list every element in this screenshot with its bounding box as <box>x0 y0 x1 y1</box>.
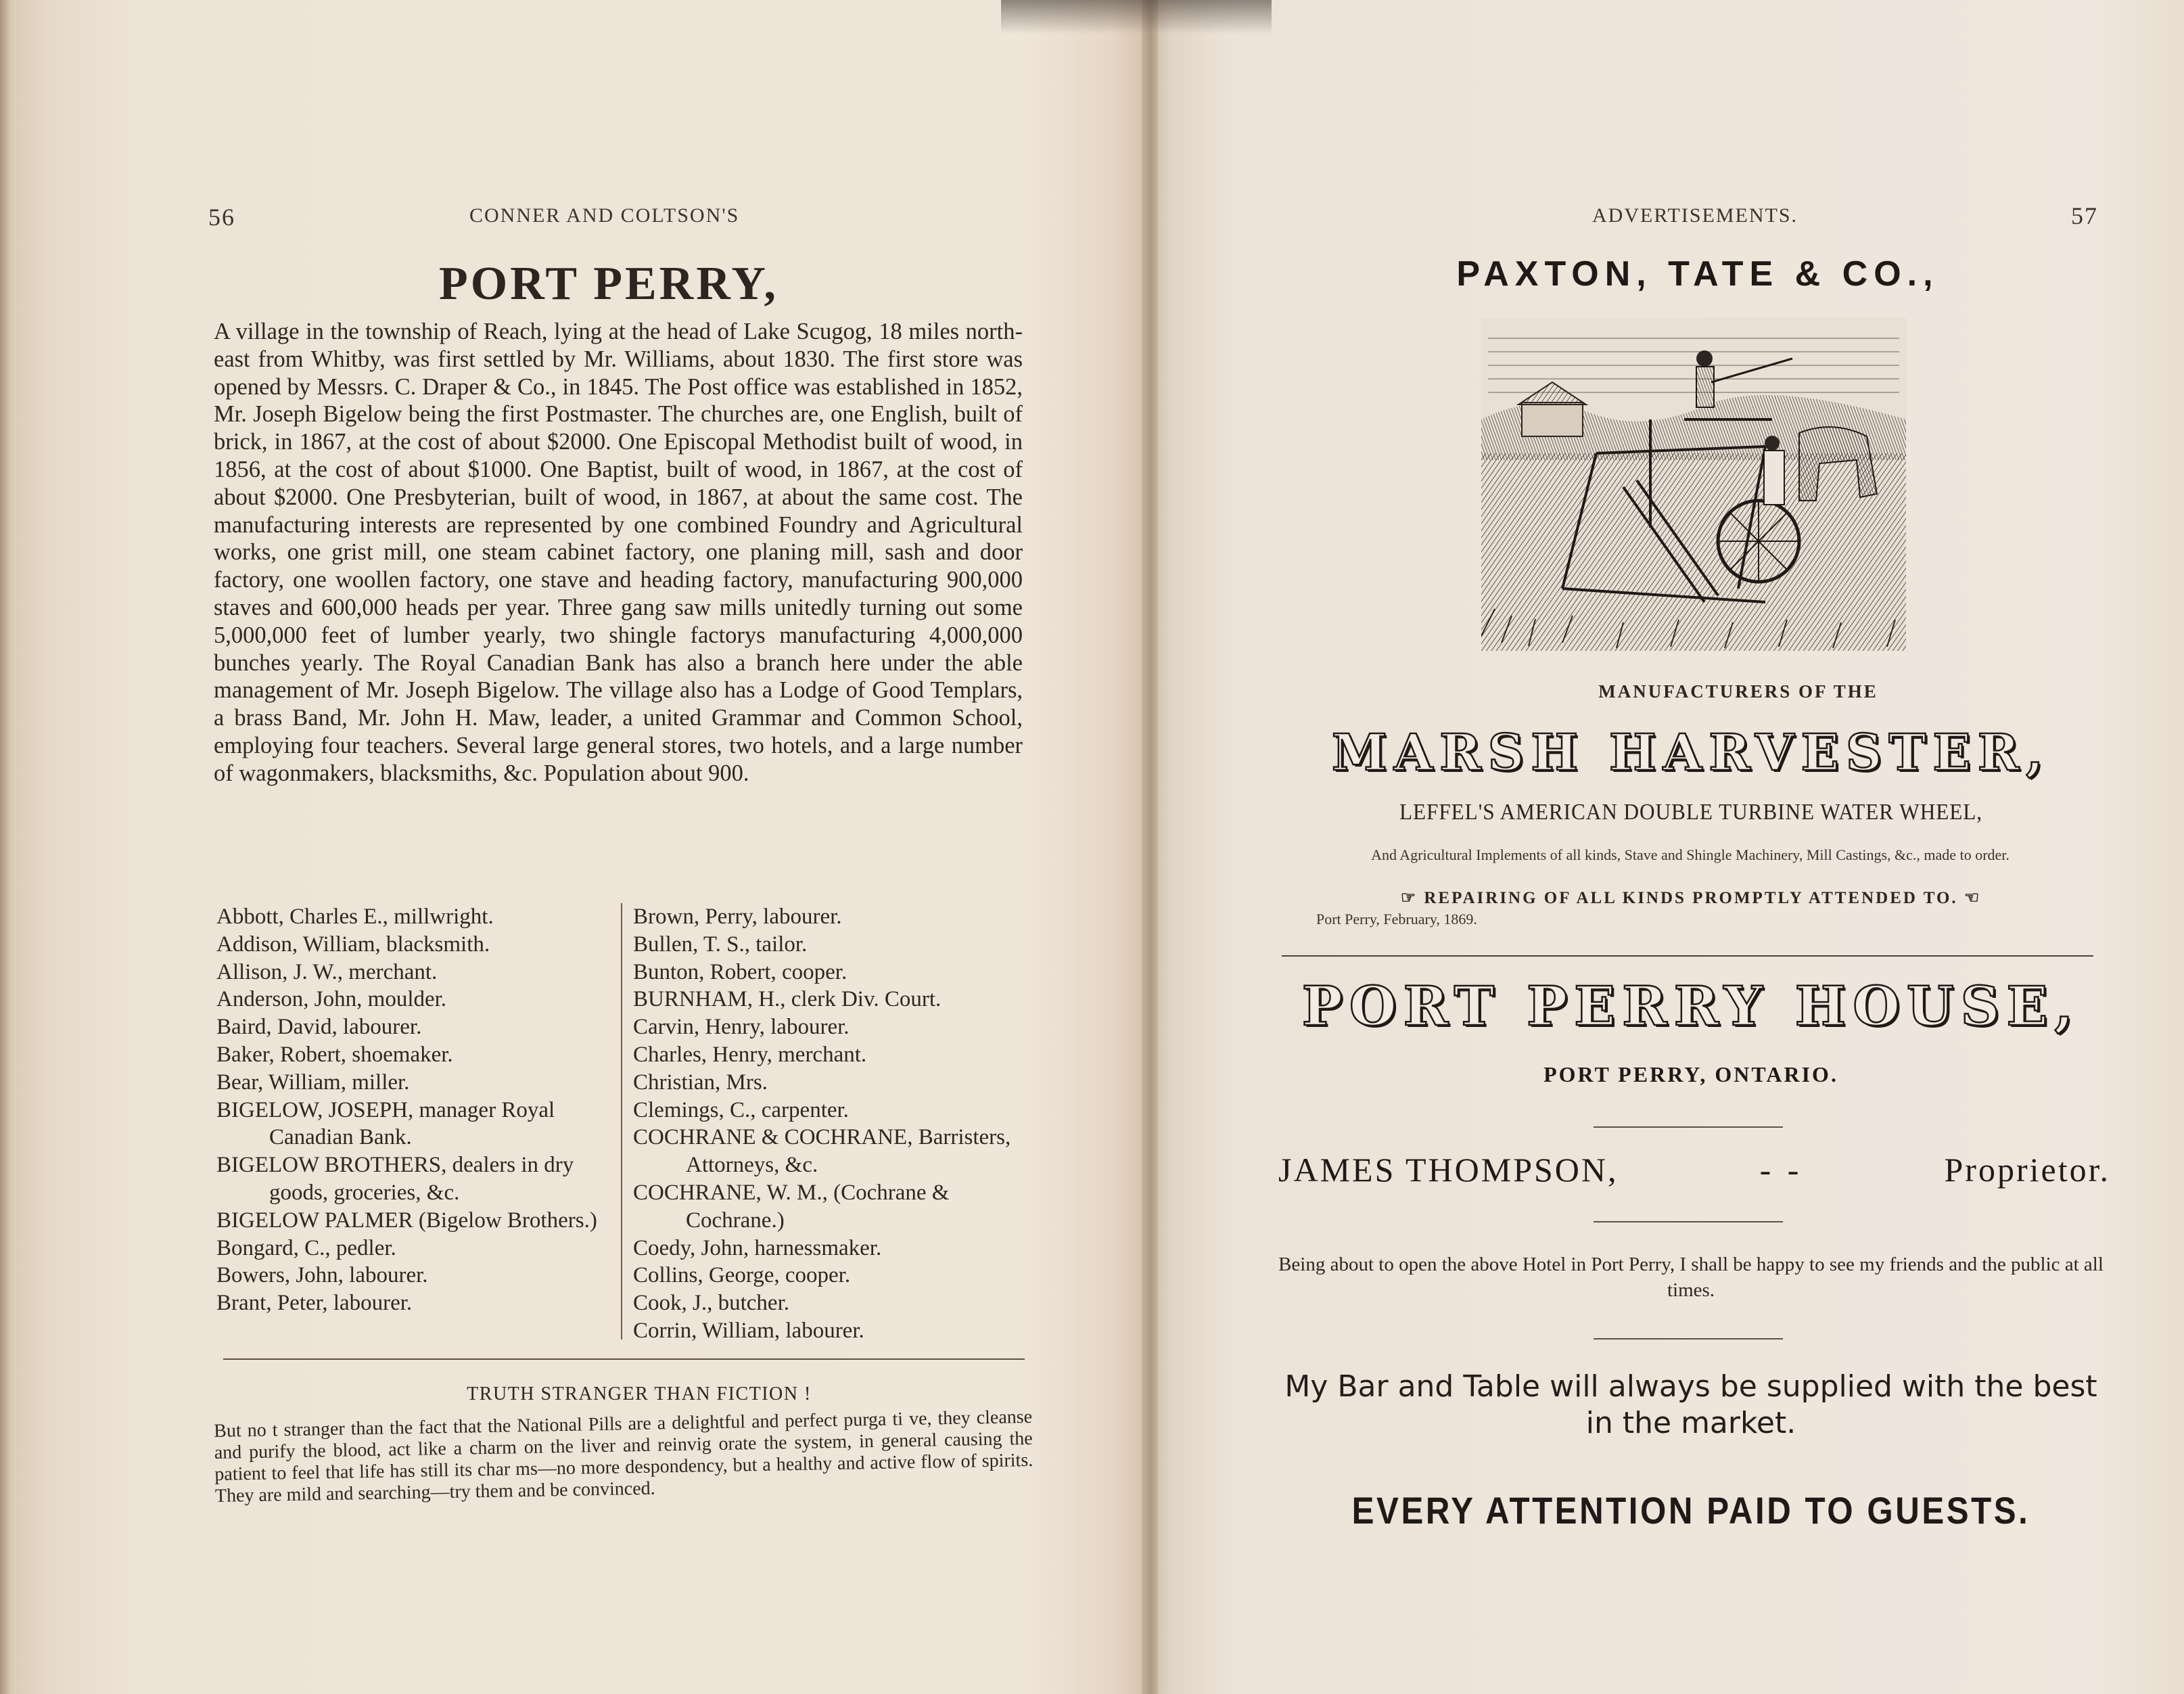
water-wheel-line: LEFFEL'S AMERICAN DOUBLE TURBINE WATER WHEEL, <box>1399 800 1983 825</box>
column-divider <box>621 903 622 1340</box>
marsh-harvester-heading: MARSH HARVESTER, <box>1331 724 2051 782</box>
proprietor-role: Proprietor. <box>1944 1151 2110 1189</box>
directory-entry: Allison, J. W., merchant. <box>216 959 438 984</box>
directory-entry: Baird, David, labourer. <box>216 1015 422 1040</box>
directory-column-2 <box>633 903 1032 1345</box>
directory-entry: BIGELOW, JOSEPH, manager Royal Canadian Bank. <box>216 1097 555 1150</box>
page-title: PORT PERRY, <box>439 258 779 310</box>
directory-entry: Brant, Peter, labourer. <box>216 1291 413 1316</box>
directory-entry: Cook, J., butcher. <box>633 1291 789 1316</box>
directory-entry: Addison, William, blacksmith. <box>216 932 490 957</box>
binding-shadow <box>1001 0 1272 34</box>
proprietor-line <box>1278 1150 2110 1189</box>
implements-line: And Agricultural Implements of all kinds, Stave and Shingle Machinery, Mill Castings, &c., made to order. <box>1371 846 2009 863</box>
repairing-notice: ☞ REPAIRING OF ALL KINDS PROMPTLY ATTENDED TO. ☜ <box>1400 889 1982 907</box>
directory-entry: BIGELOW PALMER (Bigelow Brothers.) <box>216 1208 597 1233</box>
company-name: PAXTON, TATE & CO., <box>1456 254 1939 294</box>
running-head-right: ADVERTISEMENTS. <box>1592 204 1798 227</box>
directory-entry: COCHRANE, W. M., (Cochrane & Cochrane.) <box>633 1180 950 1233</box>
ad-divider <box>1282 955 2093 957</box>
ad-heading: TRUTH STRANGER THAN FICTION ! <box>467 1383 812 1404</box>
hotel-location: PORT PERRY, ONTARIO. <box>1543 1062 1838 1086</box>
short-rule <box>1594 1338 1783 1340</box>
hotel-name: PORT PERRY HOUSE, <box>1301 974 2081 1038</box>
bar-and-table-note: My Bar and Table will always be supplied with the best in the market. <box>1284 1369 2097 1440</box>
directory-entry: Bowers, John, labourer. <box>216 1263 428 1288</box>
directory-entry: Anderson, John, moulder. <box>216 987 447 1012</box>
directory-entry: Bongard, C., pedler. <box>216 1235 396 1260</box>
page-number-right: 57 <box>2071 202 2098 229</box>
page-edge <box>0 0 9 1694</box>
directory-entry: Carvin, Henry, labourer. <box>633 1015 850 1040</box>
directory-entry: Clemings, C., carpenter. <box>633 1097 849 1122</box>
proprietor-name: JAMES THOMPSON, <box>1278 1151 1619 1189</box>
ad-dateline: Port Perry, February, 1869. <box>1316 911 1477 928</box>
directory-entry: BIGELOW BROTHERS, dealers in dry goods, groceries, &c. <box>216 1153 574 1205</box>
directory-entry: Christian, Mrs. <box>633 1070 768 1095</box>
directory-entry: Coedy, John, harnessmaker. <box>633 1235 882 1260</box>
directory-entry: Collins, George, cooper. <box>633 1263 851 1288</box>
harvester-engraving <box>1481 318 1906 651</box>
directory-entry: Baker, Robert, shoemaker. <box>216 1042 453 1067</box>
directory-entry: Charles, Henry, merchant. <box>633 1042 867 1067</box>
village-description: A village in the township of Reach, lying at the head of Lake Scugog, 18 miles north-east from Whitby, was first settled by Mr. Williams, about 1830. The first store was opened by Messrs. C. Draper & Co., in 1845. The Post office was established in 1852, Mr. Joseph Bigelow being the first Postmaster. The churches are, one English, built of brick, in 1867, at the cost of about $2000. One Episcopal Methodist built of wood, in 1856, at the cost of about $1000. One Baptist, built of wood, in 1867, at the cost of about $2000. One Presbyterian, built of wood, in 1867, at about the same cost. The manufacturing interests are represented by one combined Foundry and Agricultural works, one grist mill, one steam cabinet factory, one planing mill, sash and door factory, one woollen factory, one stave and heading factory, manufacturing 900,000 staves and 600,000 heads per year. Three gang saw mills unitedly turning out some 5,000,000 feet of lumber yearly, two shingle factorys manufacturing 4,000,000 bunches yearly. The Royal Canadian Bank has also a branch here under the able management of Mr. Joseph Bigelow. The village also has a Lodge of Good Templars, a brass Band, Mr. John H. Maw, leader, a united Grammar and Common School, employing four teachers. Several large general stores, two hotels, and a large number of wagonmakers, blacksmiths, &c. Population about 900. <box>214 319 1023 786</box>
page-number-left: 56 <box>208 204 235 231</box>
hotel-announcement: Being about to open the above Hotel in Port Perry, I shall be happy to see my friends and the public at all times. <box>1278 1254 2104 1301</box>
directory-entry: Bullen, T. S., tailor. <box>633 932 808 957</box>
book-gutter <box>1142 0 1158 1694</box>
directory-entry: Abbott, Charles E., millwright. <box>216 905 494 929</box>
ad-body: But no t stranger than the fact that the National Pills are a delightful and perfect purga ti ve, they cleanse and purify the blood, act like a charm on the liver and reinvig orate the system, in general causing the patient to feel that life has still its char ms—no more despondency, but a healthy and active flow of spirits. They are mild and searching—try them and be convinced. <box>214 1406 1033 1507</box>
section-rule <box>223 1358 1025 1360</box>
directory-entry: BURNHAM, H., clerk Div. Court. <box>633 987 942 1012</box>
short-rule <box>1594 1126 1783 1128</box>
directory-entry: COCHRANE & COCHRANE, Barristers, Attorneys, &c. <box>633 1125 1011 1178</box>
directory-column-1 <box>216 903 615 1317</box>
directory-entry: Bear, William, miller. <box>216 1070 410 1095</box>
directory-entry: Bunton, Robert, cooper. <box>633 959 847 984</box>
attention-to-guests: EVERY ATTENTION PAID TO GUESTS. <box>1351 1489 2030 1532</box>
running-head-left: CONNER AND COLTSON'S <box>469 204 740 227</box>
manufacturers-of-label: MANUFACTURERS OF THE <box>1598 681 1878 702</box>
proprietor-dash: - - <box>1759 1151 1803 1189</box>
directory-entry: Brown, Perry, labourer. <box>633 905 842 929</box>
short-rule <box>1594 1221 1783 1222</box>
directory-entry: Corrin, William, labourer. <box>633 1318 864 1343</box>
